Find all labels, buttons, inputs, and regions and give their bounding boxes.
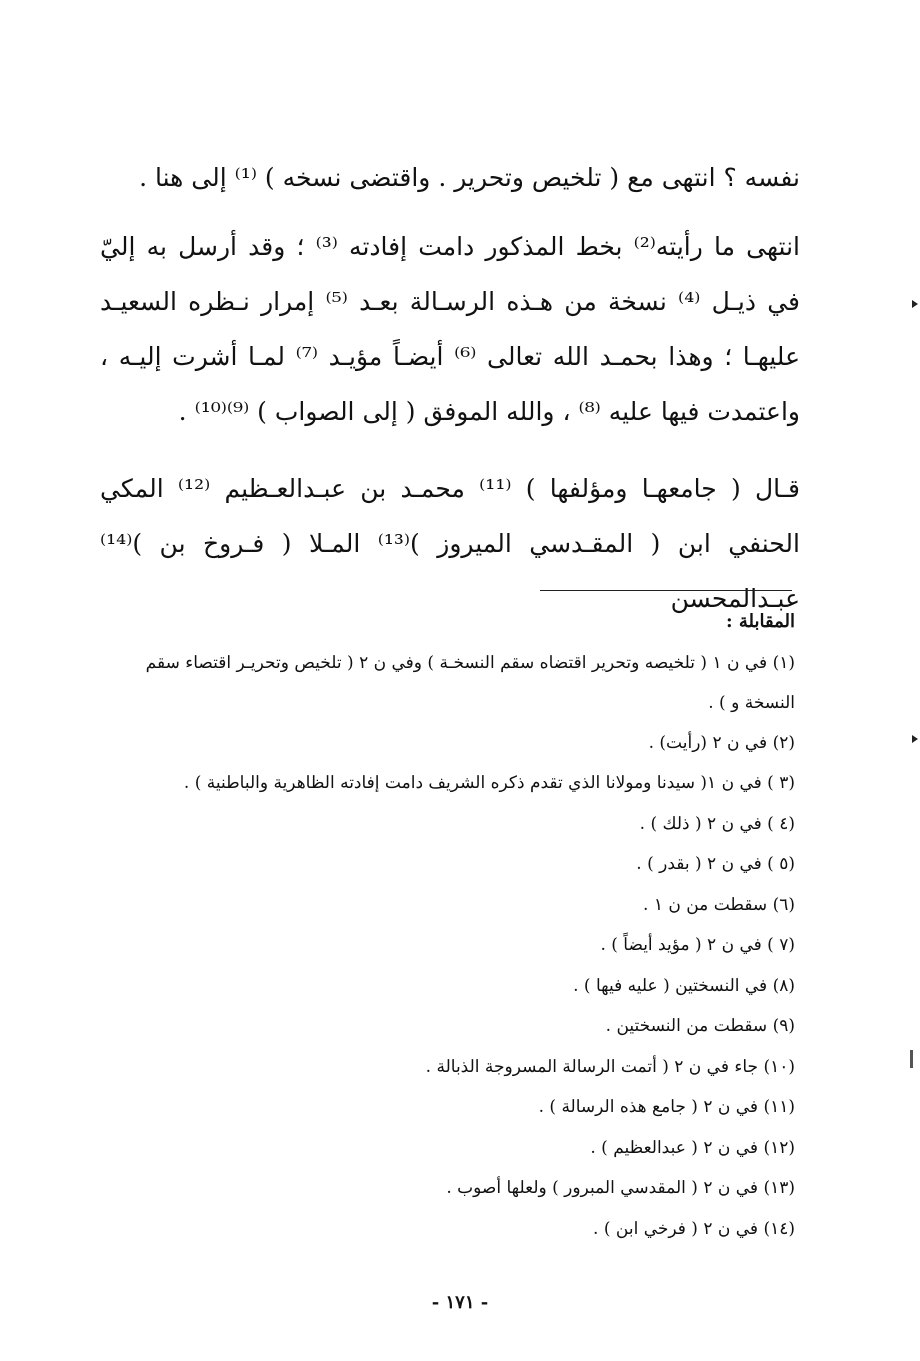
main-paragraph-1: نفسه ؟ انتهى مع ( تلخيص وتحرير . واقتضى نسخه ) ⁽¹⁾ إلى هنا .	[139, 163, 800, 192]
footnote-10: (١٠) جاء في ن ٢ ( أتمت الرسالة المسروجة الذبالة .	[425, 1056, 795, 1077]
main-paragraph-3: قـال ( جامعهـا ومؤلفها ) ⁽¹¹⁾ محمـد بن عبـدالعـظيم ⁽¹²⁾ المكي الحنفي ابن ( المقـدسي الميروز )⁽¹³⁾ المـلا ( فـروخ بن )⁽¹⁴⁾ عبـدالمحسن	[100, 474, 801, 613]
margin-mark-icon	[912, 735, 918, 743]
footnote-8: (٨) في النسختين ( عليه فيها ) .	[573, 975, 795, 996]
margin-mark-icon	[910, 1050, 913, 1068]
main-paragraph-2: انتهى ما رأيته⁽²⁾ بخط المذكور دامت إفادته ⁽³⁾ ؛ وقد أرسل به إليّ في ذيـل ⁽⁴⁾ نسخة من هـذه الرسـالة بعـد ⁽⁵⁾ إمرار نـظره السعيـد عليهـا ؛ وهذا بحمـد الله تعالى ⁽⁶⁾ أيضـاً مؤيـد ⁽⁷⁾ لمـا أشرت إليـه ، واعتمدت فيها عليه ⁽⁸⁾ ، والله الموفق ( إلى الصواب ) ⁽⁹⁾⁽¹⁰⁾ .	[100, 232, 801, 426]
footnotes	[100, 602, 795, 1249]
footnote-9: (٩) سقطت من النسختين .	[605, 1016, 795, 1036]
footnotes-heading: المقابلة :	[725, 611, 795, 632]
footnote-14: (١٤) في ن ٢ ( فرخي ابن ) .	[593, 1218, 795, 1239]
margin-mark-icon	[912, 300, 918, 308]
footnote-separator	[540, 590, 792, 591]
footnote-12: (١٢) في ن ٢ ( عبدالعظيم ) .	[590, 1137, 795, 1158]
main-text	[100, 150, 800, 626]
footnote-7: (٧ ) في ن ٢ ( مؤيد أيضاً ) .	[600, 935, 795, 955]
footnote-1: (١) في ن ١ ( تلخيصه وتحرير اقتضاه سقم النسخـة ) وفي ن ٢ ( تلخيص وتحريـر اقتصاء سقم النسخة و ) .	[145, 652, 795, 713]
footnote-2: (٢) في ن ٢ (رأيت) .	[648, 732, 795, 753]
page-number: - ١٧١ -	[431, 1292, 489, 1313]
footnote-11: (١١) في ن ٢ ( جامع هذه الرسالة ) .	[538, 1097, 795, 1117]
footnote-6: (٦) سقطت من ن ١ .	[643, 894, 795, 915]
footnote-3: (٣ ) في ن ١( سيدنا ومولانا الذي تقدم ذكره الشريف دامت إفادته الظاهرية والباطنية ) .	[183, 773, 795, 793]
footnote-5: (٥ ) في ن ٢ ( بقدر ) .	[636, 854, 795, 874]
footnote-13: (١٣) في ن ٢ ( المقدسي المبرور ) ولعلها أصوب .	[446, 1178, 795, 1198]
footnote-4: (٤ ) في ن ٢ ( ذلك ) .	[639, 813, 795, 834]
